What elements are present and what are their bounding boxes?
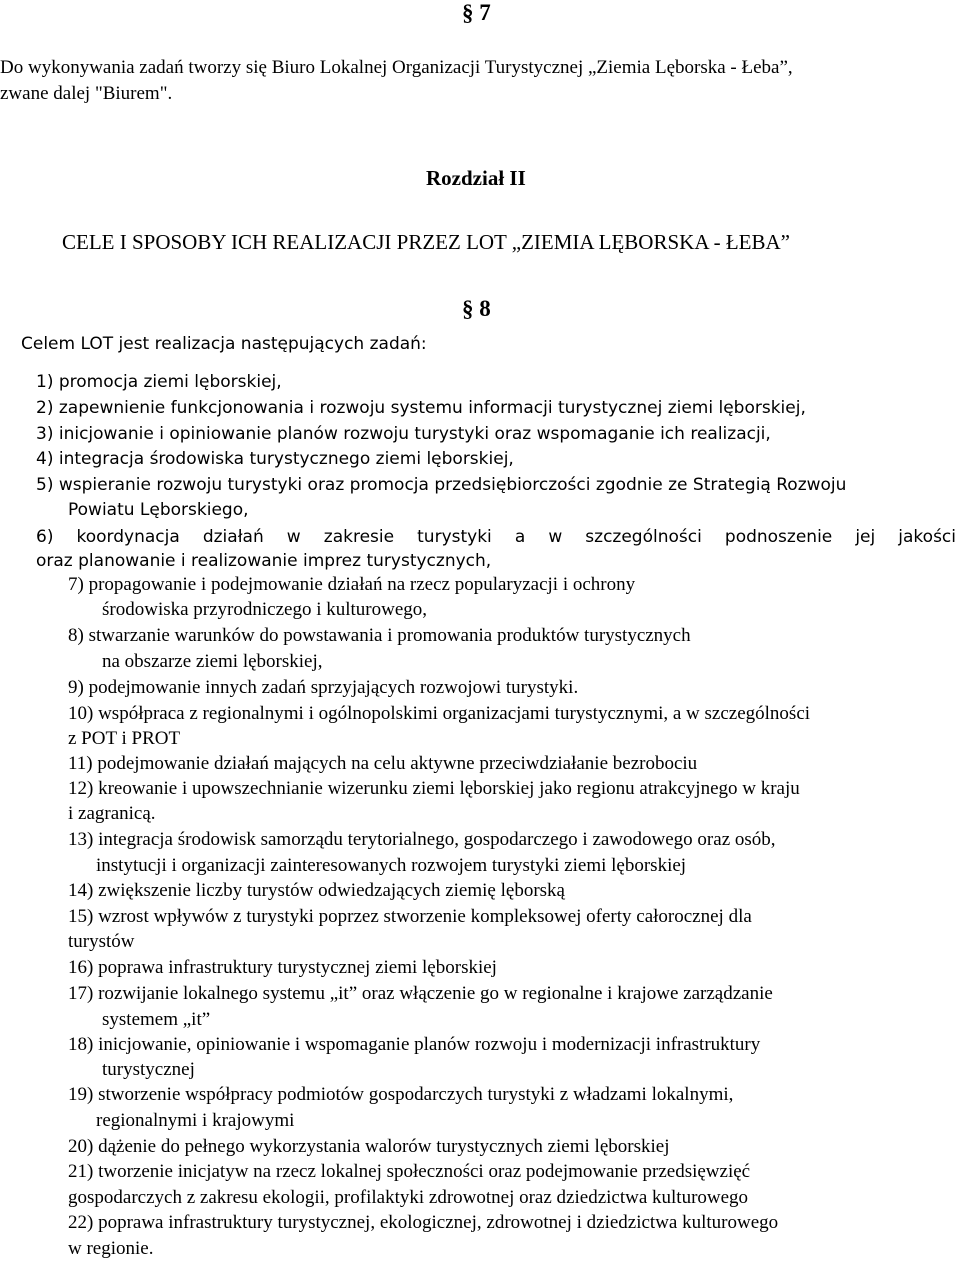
list-line: oraz planowanie i realizowanie imprez turystycznych,: [36, 551, 492, 571]
list-line: 14) zwiększenie liczby turystów odwiedzających ziemię lęborską: [68, 880, 565, 901]
list-line: 8) stwarzanie warunków do powstawania i promowania produktów turystycznych: [68, 625, 691, 646]
list-line: 4) integracja środowiska turystycznego ziemi lęborskiej,: [36, 449, 514, 469]
list-line: w regionie.: [68, 1238, 154, 1259]
list-line: 18) inicjowanie, opiniowanie i wspomaganie planów rozwoju i modernizacji infrastruktury: [68, 1034, 761, 1055]
list-line: środowiska przyrodniczego i kulturowego,: [102, 599, 428, 620]
list-line: 17) rozwijanie lokalnego systemu „it” oraz włączenie go w regionalne i krajowe zarządzanie: [68, 983, 773, 1004]
list-line: 1) promocja ziemi lęborskiej,: [36, 372, 282, 392]
list-line: 7) propagowanie i podejmowanie działań na rzecz popularyzacji i ochrony: [68, 574, 636, 595]
lead-sentence: Celem LOT jest realizacja następujących zadań:: [21, 334, 427, 354]
chapter-title: CELE I SPOSOBY ICH REALIZACJI PRZEZ LOT „ZIEMIA LĘBORSKA - ŁEBA”: [62, 230, 790, 254]
section-8-heading: [462, 298, 491, 320]
list-line: 16) poprawa infrastruktury turystycznej ziemi lęborskiej: [68, 957, 497, 978]
list-line: z POT i PROT: [68, 728, 181, 749]
list-line: 21) tworzenie inicjatyw na rzecz lokalnej społeczności oraz podejmowanie przedsięwzięć: [68, 1161, 751, 1182]
chapter-heading: Rozdział II: [426, 166, 526, 190]
list-line: 3) inicjowanie i opiniowanie planów rozwoju turystyki oraz wspomaganie ich realizacji,: [36, 424, 771, 444]
list-line: systemem „it”: [102, 1009, 211, 1030]
list-line: 6) koordynacja działań w zakresie turystyki a w szczególności podnoszenie jej jakości: [36, 527, 956, 547]
list-line: turystów: [68, 931, 135, 952]
list-line: 9) podejmowanie innych zadań sprzyjających rozwojowi turystyki.: [68, 677, 579, 698]
list-line: turystycznej: [102, 1059, 195, 1080]
section-mark: §: [462, 296, 474, 321]
section-number: 7: [479, 0, 491, 25]
list-line: regionalnymi i krajowymi: [96, 1110, 295, 1131]
intro-line-1: Do wykonywania zadań tworzy się Biuro Lokalnej Organizacji Turystycznej „Ziemia Lęborska - Łeba”,: [0, 57, 793, 78]
list-line: 10) współpraca z regionalnymi i ogólnopolskimi organizacjami turystycznymi, a w szczególności: [68, 703, 811, 724]
list-line: 15) wzrost wpływów z turystyki poprzez stworzenie kompleksowej oferty całorocznej dla: [68, 906, 752, 927]
list-line: 19) stworzenie współpracy podmiotów gospodarczych turystyki z władzami lokalnymi,: [68, 1084, 734, 1105]
section-mark: §: [462, 0, 474, 25]
section-number: 8: [479, 296, 491, 321]
list-line: 11) podejmowanie działań mających na celu aktywne przeciwdziałanie bezrobociu: [68, 753, 698, 774]
list-line: na obszarze ziemi lęborskiej,: [102, 651, 323, 672]
list-line: Powiatu Lęborskiego,: [68, 500, 249, 520]
list-line: gospodarczych z zakresu ekologii, profilaktyki zdrowotnej oraz dziedzictwa kulturowego: [68, 1187, 749, 1208]
list-line: 2) zapewnienie funkcjonowania i rozwoju systemu informacji turystycznej ziemi lęborskiej,: [36, 398, 806, 418]
section-7-heading: [462, 2, 491, 24]
list-line: 5) wspieranie rozwoju turystyki oraz promocja przedsiębiorczości zgodnie ze Strategią Rozwoju: [36, 475, 847, 495]
list-line: i zagranicą.: [68, 803, 156, 824]
list-line: instytucji i organizacji zainteresowanych rozwojem turystyki ziemi lęborskiej: [96, 855, 687, 876]
list-line: 13) integracja środowisk samorządu terytorialnego, gospodarczego i zawodowego oraz osób,: [68, 829, 776, 850]
list-line: 22) poprawa infrastruktury turystycznej, ekologicznej, zdrowotnej i dziedzictwa kulturowego: [68, 1212, 779, 1233]
intro-line-2: zwane dalej "Biurem".: [0, 83, 173, 104]
list-line: 20) dążenie do pełnego wykorzystania walorów turystycznych ziemi lęborskiej: [68, 1136, 670, 1157]
list-line: 12) kreowanie i upowszechnianie wizerunku ziemi lęborskiej jako regionu atrakcyjnego w kraju: [68, 778, 800, 799]
